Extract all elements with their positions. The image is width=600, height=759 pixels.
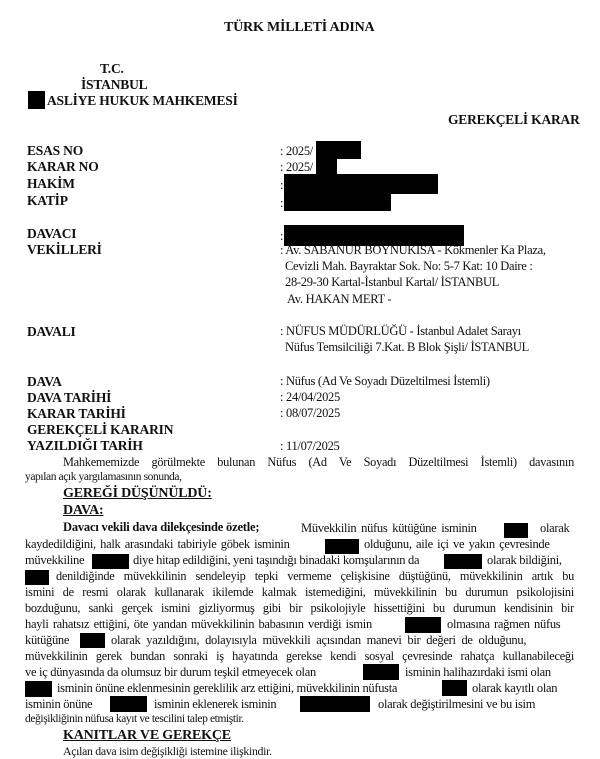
section-heading-dava: DAVA:	[63, 503, 104, 518]
lead-bold: Davacı vekili dava dilekçesinde özetle;	[63, 520, 260, 534]
dava-line-13: değişikliğinin nüfusa kayıt ve tescilini talep etmiştir.	[25, 713, 244, 725]
document-title: TÜRK MİLLETİ ADINA	[224, 20, 375, 35]
gerekceli-kararin-label: GEREKÇELİ KARARIN	[27, 422, 174, 437]
dava-line-2a: kaydedildiğini, halk arasındaki tabiriyle göbek isminin	[25, 537, 290, 551]
intro-line-1: Mahkememizde görülmekte bulunan Nüfus (Ad Ve Soyadı Düzeltilmesi İstemli) davasının	[63, 455, 574, 469]
dava-line-12b: isminin eklenerek isminin	[154, 697, 277, 711]
davaci-label: DAVACI	[27, 226, 77, 241]
redaction-block	[442, 680, 467, 696]
hakim-label: HAKİM	[27, 176, 75, 191]
redaction-block	[444, 554, 482, 569]
dava-value: : Nüfus (Ad Ve Soyadı Düzeltilmesi İstemli)	[280, 374, 490, 388]
dava-line-4: denildiğinde müvekkilinin sendeleyip tepki vermeme çelişkisine düştüğünü, müvekkilinin artık bu	[56, 569, 574, 583]
redaction-block	[25, 570, 49, 585]
dava-line-10b: isminin halihazırdaki ismi olan	[405, 665, 551, 679]
dava-tarihi-label: DAVA TARİHİ	[27, 390, 112, 405]
decision-type: GEREKÇELİ KARAR	[448, 112, 580, 127]
dava-label: DAVA	[27, 374, 62, 389]
davali-line-1: : NÜFUS MÜDÜRLÜĞÜ - İstanbul Adalet Sarayı	[280, 324, 521, 338]
redaction-block	[110, 696, 147, 712]
dava-line-12c: olarak değiştirilmesini ve bu isim	[378, 697, 536, 711]
vekilleri-label: VEKİLLERİ	[27, 242, 102, 257]
dava-line-7b: olmasına rağmen nüfus	[447, 617, 561, 631]
court-line-tc: T.C.	[100, 61, 124, 76]
katip-value: :	[280, 196, 284, 210]
redaction-block	[300, 696, 370, 712]
vekilleri-line-4: Av. HAKAN MERT -	[287, 292, 392, 306]
dava-line-3a: müvekkiline	[25, 553, 85, 567]
karar-tarihi-label: KARAR TARİHİ	[27, 406, 126, 421]
redaction-block	[325, 539, 359, 554]
dava-line-5: ismini de resmi olarak kullanarak ikilemde kalmak istemediğini, müvekkilinin bu durumun psikolojisini	[25, 585, 574, 599]
vekilleri-line-1: : Av. SABANUR BOYNUKISA - Kökmenler Ka Plaza,	[280, 243, 546, 257]
davali-label: DAVALI	[27, 324, 76, 339]
paragraph-lead	[63, 520, 259, 535]
karar-tarihi-value: : 08/07/2025	[280, 406, 340, 420]
esas-no-value: : 2025/	[280, 144, 313, 158]
redaction-block	[284, 193, 391, 211]
dava-line-3b: diye hitap edildiğini, yeni taşındığı binadaki komşularının da	[133, 553, 420, 567]
dava-line-11a: isminin önüne eklenmesinin gereklilik arz ettiğini, müvekkilinin nüfusta	[57, 681, 398, 695]
dava-line-12a: isminin önüne	[25, 697, 93, 711]
redaction-block	[92, 554, 129, 569]
redaction-block	[363, 664, 399, 680]
redaction-block	[405, 617, 441, 633]
dava-line-8b: olarak yazıldığını, dolayısıyla müvekkili açısından manevi bir değeri de olduğunu,	[111, 633, 527, 647]
hakim-value: :	[280, 178, 284, 192]
vekilleri-line-2: Cevizli Mah. Bayraktar Sok. No: 5-7 Kat: 10 Daire :	[285, 259, 533, 273]
dava-line-8a: kütüğüne	[25, 633, 70, 647]
vekilleri-line-3: 28-29-30 Kartal-İstanbul Kartal/ İSTANBUL	[285, 275, 500, 289]
redaction-block	[80, 633, 105, 648]
esas-no-label: ESAS NO	[27, 143, 83, 158]
yazildigi-tarih-value: : 11/07/2025	[280, 439, 340, 453]
davaci-value: :	[280, 229, 284, 243]
redaction-block	[284, 174, 438, 194]
kanitlar-text: Açılan dava isim değişikliği istemine ilişkindir.	[63, 744, 272, 758]
dava-line-1a: Müvekkilin nüfus kütüğüne isminin	[301, 521, 477, 535]
redaction-block	[316, 158, 337, 175]
davali-line-2: Nüfus Temsilciliği 7.Kat. B Blok Şişli/ İSTANBUL	[285, 340, 529, 354]
court-name: ASLİYE HUKUK MAHKEMESİ	[47, 93, 238, 108]
redaction-block	[504, 523, 528, 538]
dava-line-9: müvekkilinin gerek bundan sonraki iş hayatında gerekse kendi sosyal çevresinde rahatça kullanabileceği	[25, 649, 574, 663]
redaction-block	[28, 91, 45, 109]
dava-line-6: bozduğunu, sanki gerçek ismini gizliyormuş gibi bir psikolojiyle hissettiğini bu durumun kendisinin bir	[25, 601, 574, 615]
court-line-city: İSTANBUL	[81, 77, 148, 92]
dava-line-7a: hayli rahatsız ettiğini, öte yandan müvekkilinin babasının verdiği ismin	[25, 617, 372, 631]
karar-no-value: : 2025/	[280, 160, 313, 174]
redaction-block	[316, 141, 361, 159]
karar-no-label: KARAR NO	[27, 159, 99, 174]
dava-line-2b: olduğunu, aile içi ve yakın çevresinde	[364, 537, 550, 551]
section-heading-geregi: GEREĞİ DÜŞÜNÜLDÜ:	[63, 486, 212, 501]
intro-line-2: yapılan açık yargılamasının sonunda,	[25, 471, 182, 483]
dava-line-3c: olarak bildiğini,	[487, 553, 562, 567]
section-heading-kanitlar: KANITLAR VE GEREKÇE	[63, 728, 231, 743]
dava-line-11b: olarak kayıtlı olan	[472, 681, 558, 695]
katip-label: KATİP	[27, 193, 68, 208]
yazildigi-tarih-label: YAZILDIĞI TARİH	[27, 438, 143, 453]
dava-line-10a: ve iç dünyasında da olumsuz bir durum teşkil etmeyecek olan	[25, 665, 316, 679]
redaction-block	[25, 681, 52, 697]
dava-tarihi-value: : 24/04/2025	[280, 390, 340, 404]
dava-line-1b: olarak	[540, 521, 570, 535]
